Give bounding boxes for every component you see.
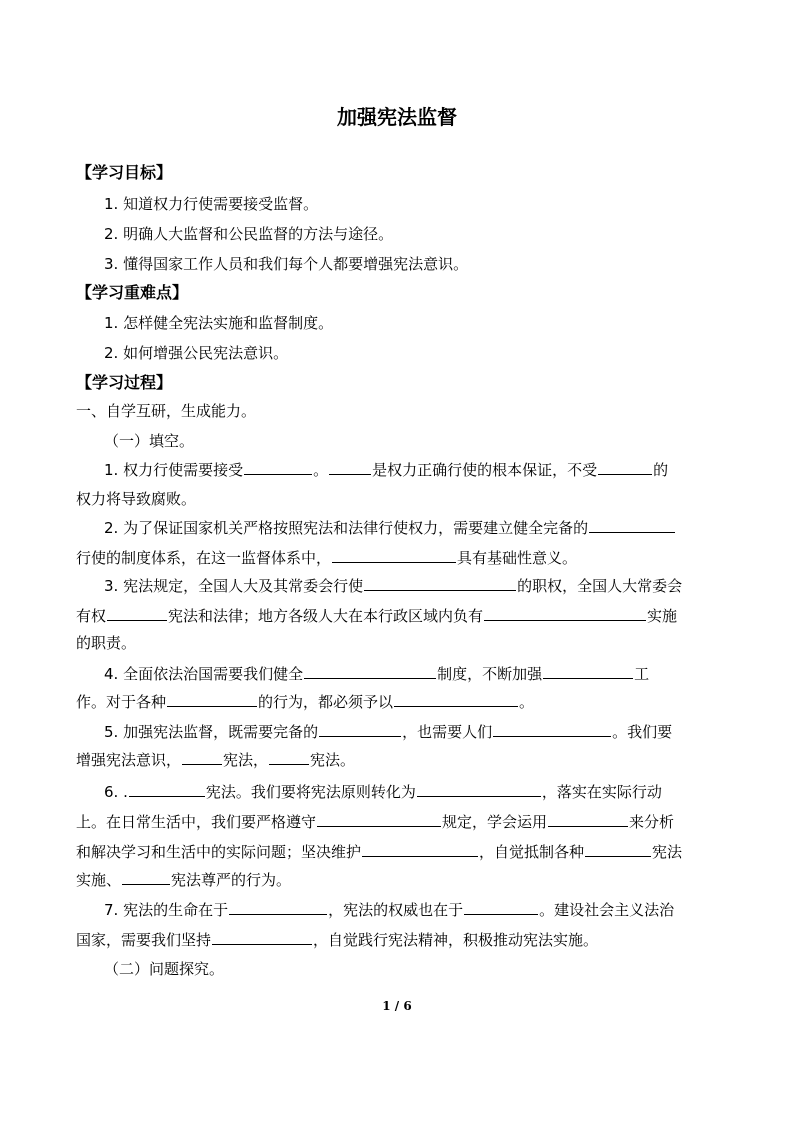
question-1-line-2: 权力将导致腐败。 (76, 490, 197, 508)
question-3-line-1: 3. 宪法规定，全国人大及其常委会行使 的职权，全国人大常委会 (104, 574, 764, 597)
page-title: 加强宪法监督 (337, 105, 457, 129)
answer-blank[interactable] (332, 546, 456, 563)
answer-blank[interactable] (417, 780, 541, 797)
goal-item: 1. 知道权力行使需要接受监督。 (104, 195, 319, 213)
heading-goals: 【学习目标】 (76, 163, 173, 182)
answer-blank[interactable] (129, 780, 205, 797)
answer-blank[interactable] (269, 748, 309, 765)
question-3-line-3: 的职责。 (76, 634, 137, 652)
question-4-line-1: 4. 全面依法治国需要我们健全 制度，不断加强 工 (104, 662, 764, 685)
answer-blank[interactable] (319, 720, 401, 737)
answer-blank[interactable] (585, 840, 651, 857)
answer-blank[interactable] (589, 516, 675, 533)
answer-blank[interactable] (484, 604, 646, 621)
question-6-line-2: 上。在日常生活中，我们要严格遵守 规定，学会运用 来分析 (76, 810, 736, 833)
question-3-line-2: 有权 宪法和法律；地方各级人大在本行政区域内负有 实施 (76, 604, 736, 627)
question-7-line-2: 国家，需要我们坚持 ，自觉践行宪法精神，积极推动宪法实施。 (76, 928, 736, 951)
key-point-item: 2. 如何增强公民宪法意识。 (104, 344, 289, 362)
heading-key-points: 【学习重难点】 (76, 283, 189, 302)
question-2-line-1: 2. 为了保证国家机关严格按照宪法和法律行使权力，需要建立健全完备的 (104, 516, 764, 539)
question-6-line-3: 和解决学习和生活中的实际问题；坚决维护 ，自觉抵制各种 宪法 (76, 840, 736, 863)
answer-blank[interactable] (394, 690, 518, 707)
question-7-line-1: 7. 宪法的生命在于 ，宪法的权威也在于 。建设社会主义法治 (104, 898, 764, 921)
answer-blank[interactable] (244, 458, 312, 475)
page-number: 1 / 6 (382, 999, 412, 1013)
answer-blank[interactable] (167, 690, 257, 707)
question-1-line-1: 1. 权力行使需要接受 。 是权力正确行使的根本保证，不受 的 (104, 458, 764, 481)
answer-blank[interactable] (304, 662, 436, 679)
question-5-line-1: 5. 加强宪法监督，既需要完备的 ，也需要人们 。我们要 (104, 720, 764, 743)
question-4-line-2: 作。对于各种 的行为，都必须予以 。 (76, 690, 736, 713)
subsection-fill-title: （一）填空。 (104, 432, 195, 450)
section-one-title: 一、自学互研，生成能力。 (76, 402, 257, 420)
answer-blank[interactable] (548, 810, 628, 827)
answer-blank[interactable] (464, 898, 538, 915)
answer-blank[interactable] (212, 928, 312, 945)
answer-blank[interactable] (543, 662, 633, 679)
answer-blank[interactable] (598, 458, 652, 475)
goal-item: 3. 懂得国家工作人员和我们每个人都要增强宪法意识。 (104, 255, 469, 273)
heading-process: 【学习过程】 (76, 373, 173, 392)
key-point-item: 1. 怎样健全宪法实施和监督制度。 (104, 314, 334, 332)
answer-blank[interactable] (364, 574, 516, 591)
question-6-line-1: 6. . 宪法。我们要将宪法原则转化为 ，落实在实际行动 (104, 780, 764, 803)
answer-blank[interactable] (362, 840, 478, 857)
question-2-line-2: 行使的制度体系，在这一监督体系中， 具有基础性意义。 (76, 546, 736, 569)
answer-blank[interactable] (122, 868, 170, 885)
question-6-line-4: 实施、 宪法尊严的行为。 (76, 868, 736, 891)
subsection-explore-title: （二）问题探究。 (104, 960, 225, 978)
answer-blank[interactable] (329, 458, 371, 475)
answer-blank[interactable] (107, 604, 167, 621)
answer-blank[interactable] (317, 810, 441, 827)
answer-blank[interactable] (182, 748, 222, 765)
goal-item: 2. 明确人大监督和公民监督的方法与途径。 (104, 225, 394, 243)
question-5-line-2: 增强宪法意识， 宪法， 宪法。 (76, 748, 736, 771)
answer-blank[interactable] (493, 720, 611, 737)
answer-blank[interactable] (229, 898, 327, 915)
